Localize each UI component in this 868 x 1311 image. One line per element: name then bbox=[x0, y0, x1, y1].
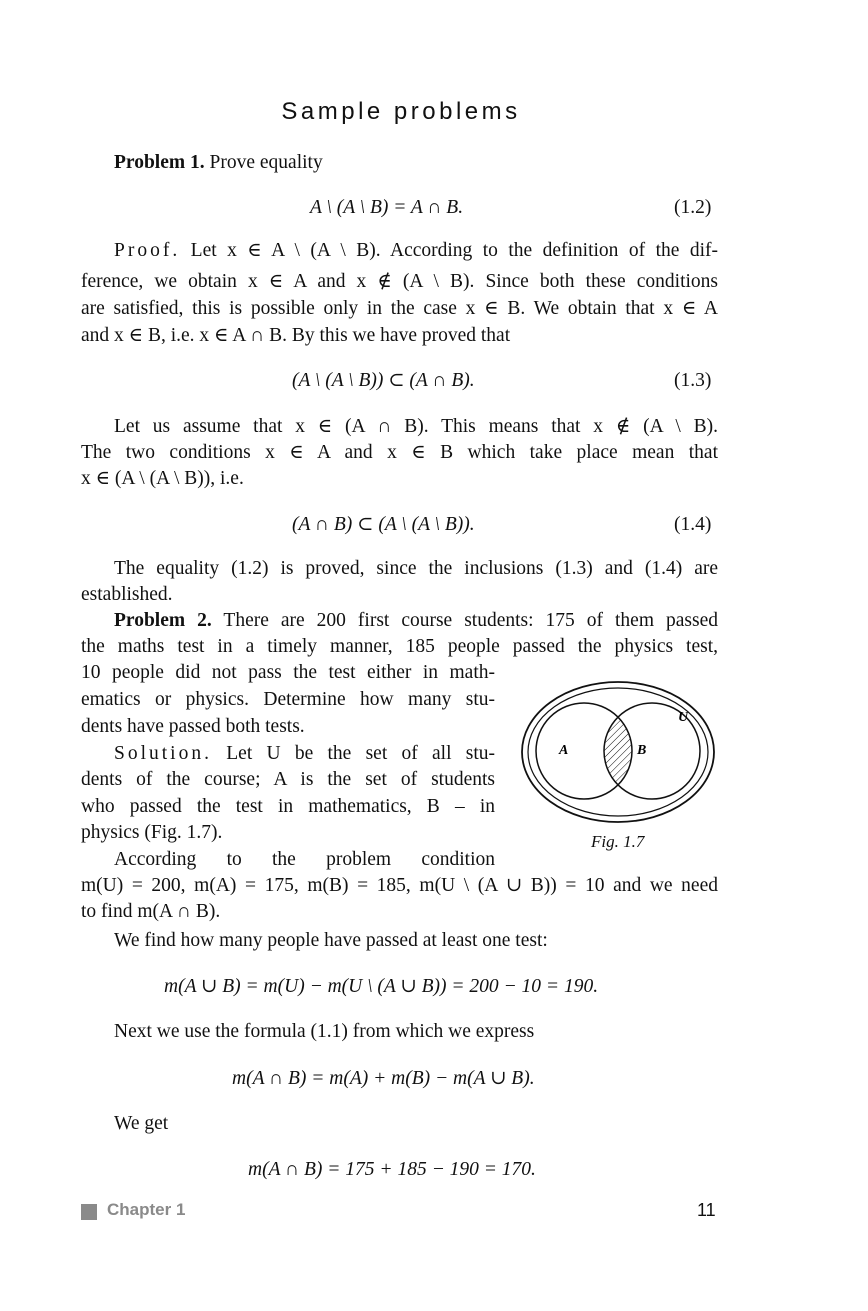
proof-line-1: Proof. Let x ∈ A \ (A \ B). According to the definition of the dif- bbox=[114, 240, 718, 261]
equation-result: m(A ∩ B) = 175 + 185 − 190 = 170. bbox=[248, 1159, 536, 1180]
problem2-line-4: ematics or physics. Determine how many stu- bbox=[81, 689, 495, 710]
problem1-label: Problem 1. bbox=[114, 152, 205, 173]
solution-line-3: who passed the test in mathematics, B – in bbox=[81, 796, 495, 817]
proof-line-2: ference, we obtain x ∈ A and x ∉ (A \ B). Since both these conditions bbox=[81, 271, 718, 292]
footer-chapter: Chapter 1 bbox=[107, 1200, 186, 1219]
venn-diagram bbox=[520, 679, 720, 825]
problem1-text: Prove equality bbox=[209, 152, 323, 173]
label-u: U bbox=[678, 710, 689, 725]
equation-number-1-3: (1.3) bbox=[674, 370, 712, 391]
equation-intersection: m(A ∩ B) = m(A) + m(B) − m(A ∪ B). bbox=[232, 1068, 535, 1089]
proof-line-3: are satisfied, this is possible only in the case x ∈ B. We obtain that x ∈ A bbox=[81, 298, 718, 319]
solution-label: Solution. bbox=[114, 743, 212, 764]
problem2-line-3: 10 people did not pass the test either in math- bbox=[81, 662, 495, 683]
equation-1-4: (A ∩ B) ⊂ (A \ (A \ B)). bbox=[292, 514, 475, 535]
para5: Next we use the formula (1.1) from which we express bbox=[114, 1021, 535, 1042]
label-b: B bbox=[637, 743, 647, 758]
para6: We get bbox=[114, 1113, 169, 1134]
para3-line-1: The equality (1.2) is proved, since the inclusions (1.3) and (1.4) are bbox=[114, 558, 718, 579]
equation-union: m(A ∪ B) = m(U) − m(U \ (A ∪ B)) = 200 − 10 = 190. bbox=[164, 976, 599, 997]
para4: We find how many people have passed at least one test: bbox=[114, 930, 548, 951]
problem2-line-5: dents have passed both tests. bbox=[81, 716, 305, 737]
para3-line-2: established. bbox=[81, 584, 173, 605]
figure-caption: Fig. 1.7 bbox=[591, 832, 645, 851]
footer-marker bbox=[81, 1204, 97, 1220]
para2-line-1: Let us assume that x ∈ (A ∩ B). This means that x ∉ (A \ B). bbox=[114, 416, 718, 437]
equation-1-2: A \ (A \ B) = A ∩ B. bbox=[310, 197, 464, 218]
para2-line-3: x ∈ (A \ (A \ B)), i.e. bbox=[81, 468, 244, 489]
solution-line-5: According to the problem condition bbox=[114, 849, 495, 870]
solution-line-1: Solution. Let U be the set of all stu- bbox=[114, 743, 495, 764]
problem2-line-1: Problem 2. There are 200 first course students: 175 of them passed bbox=[114, 610, 718, 631]
solution-line-4: physics (Fig. 1.7). bbox=[81, 822, 223, 843]
problem2-line-2: the maths test in a timely manner, 185 people passed the physics test, bbox=[81, 636, 718, 657]
equation-number-1-2: (1.2) bbox=[674, 197, 712, 218]
equation-number-1-4: (1.4) bbox=[674, 514, 712, 535]
problem1-statement bbox=[114, 150, 323, 176]
solution-line-6: m(U) = 200, m(A) = 175, m(B) = 185, m(U \ (A ∪ B)) = 10 and we need bbox=[81, 875, 718, 896]
equation-1-3: (A \ (A \ B)) ⊂ (A ∩ B). bbox=[292, 370, 475, 391]
problem2-label: Problem 2. bbox=[114, 610, 212, 631]
label-a: A bbox=[559, 743, 569, 758]
solution-line-2: dents of the course; A is the set of students bbox=[81, 769, 495, 790]
solution-line-7: to find m(A ∩ B). bbox=[81, 901, 221, 922]
page-title: Sample problems bbox=[281, 98, 521, 125]
proof-line-4: and x ∈ B, i.e. x ∈ A ∩ B. By this we have proved that bbox=[81, 325, 511, 346]
proof-label: Proof. bbox=[114, 240, 181, 261]
para2-line-2: The two conditions x ∈ A and x ∈ B which take place mean that bbox=[81, 442, 718, 463]
page-number: 11 bbox=[697, 1200, 716, 1220]
